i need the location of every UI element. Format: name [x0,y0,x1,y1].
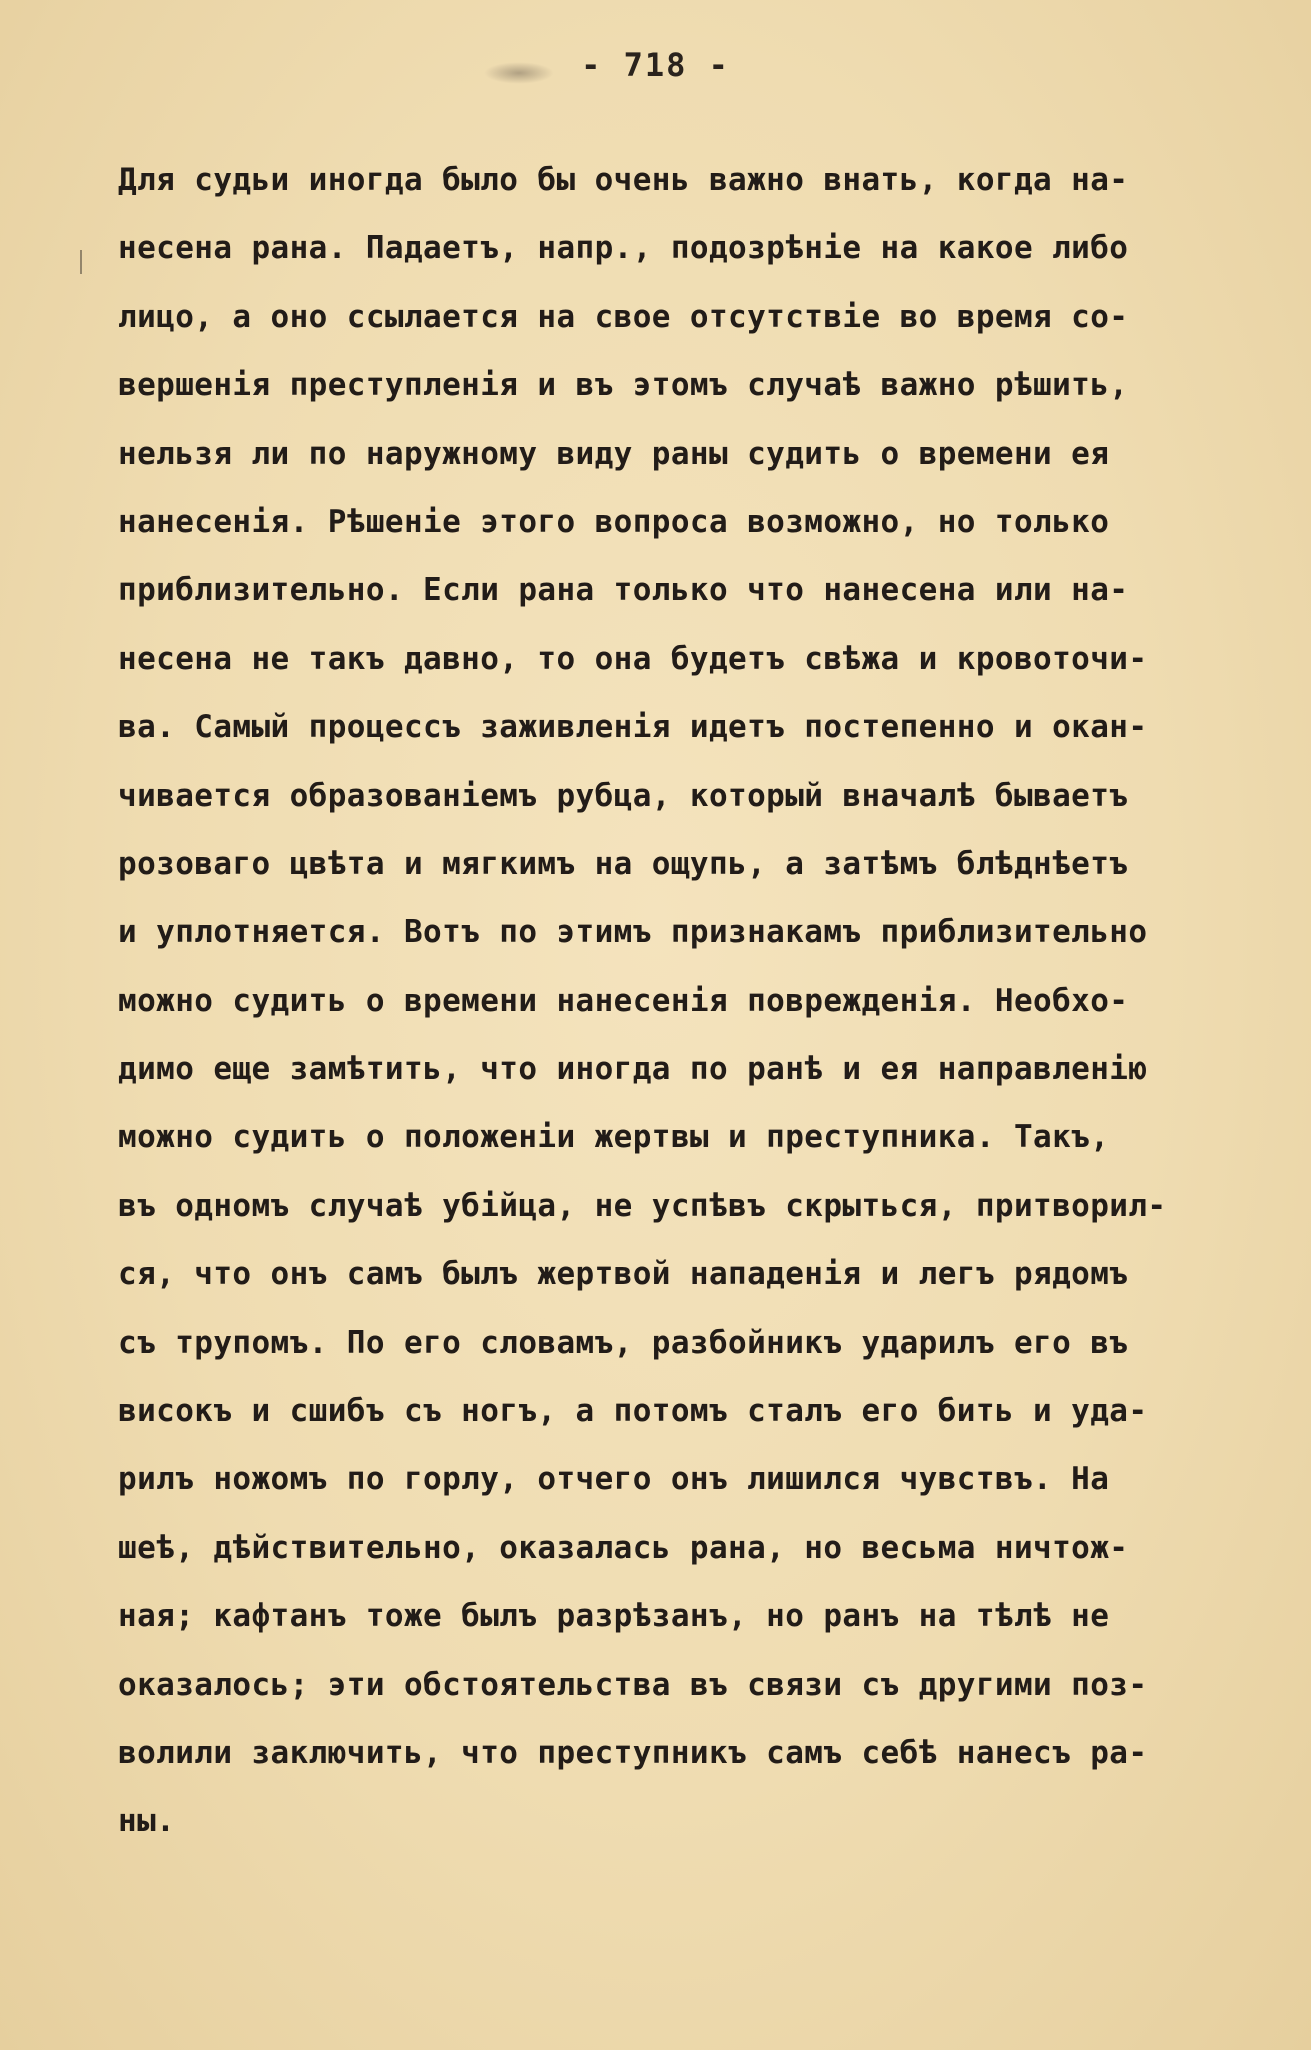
text-line: рилъ ножомъ по горлу, отчего онъ лишился чувствъ. На [118,1461,1110,1498]
text-line: димо еще замѣтить, что иногда по ранѣ и ея направленію [118,1051,1148,1088]
text-line: чивается образованіемъ рубца, который вначалѣ бываетъ [118,777,1129,814]
text-line: съ трупомъ. По его словамъ, разбойникъ ударилъ его въ [118,1324,1129,1361]
text-line: шеѣ, дѣйствительно, оказалась рана, но весьма ничтож- [118,1529,1129,1566]
text-line: въ одномъ случаѣ убійца, не успѣвъ скрыться, притворил- [118,1187,1167,1224]
text-line: можно судить о времени нанесенія поврежденія. Необхо- [118,982,1129,1019]
text-line: лицо, а оно ссылается на свое отсутствіе во время со- [118,298,1129,335]
text-line: несена не такъ давно, то она будетъ свѣжа и кровоточи- [118,640,1148,677]
text-line: и уплотняется. Вотъ по этимъ признакамъ приблизительно [118,914,1148,951]
text-line: Для судьи иногда было бы очень важно внать, когда на- [118,162,1129,198]
text-line: високъ и сшибъ съ ногъ, а потомъ сталъ его бить и уда- [118,1393,1148,1430]
text-line: ва. Самый процессъ заживленія идетъ постепенно и окан- [118,709,1148,746]
text-line: вершенія преступленія и въ этомъ случаѣ важно рѣшить, [118,367,1129,404]
margin-mark [80,250,82,274]
text-line: ная; кафтанъ тоже былъ разрѣзанъ, но ранъ на тѣлѣ не [118,1598,1110,1635]
text-line: приблизительно. Если рана только что нанесена или на- [118,572,1129,609]
text-line: нельзя ли по наружному виду раны судить о времени ея [118,435,1110,472]
page-number: - 718 - [581,46,730,84]
text-line: нанесенія. Рѣшеніе этого вопроса возможно, но только [118,503,1110,540]
body-text [118,146,1268,1856]
text-line: розоваго цвѣта и мягкимъ на ощупь, а затѣмъ блѣднѣетъ [118,845,1129,882]
text-line: можно судить о положеніи жертвы и преступника. Такъ, [118,1119,1110,1156]
text-line: несена рана. Падаетъ, напр., подозрѣніе на какое либо [118,230,1129,267]
text-line: оказалось; эти обстоятельства въ связи съ другими поз- [118,1666,1148,1703]
text-line: волили заключить, что преступникъ самъ себѣ нанесъ ра- [118,1734,1148,1771]
text-line: ны. [118,1803,176,1840]
text-line: ся, что онъ самъ былъ жертвой нападенія и легъ рядомъ [118,1256,1129,1293]
